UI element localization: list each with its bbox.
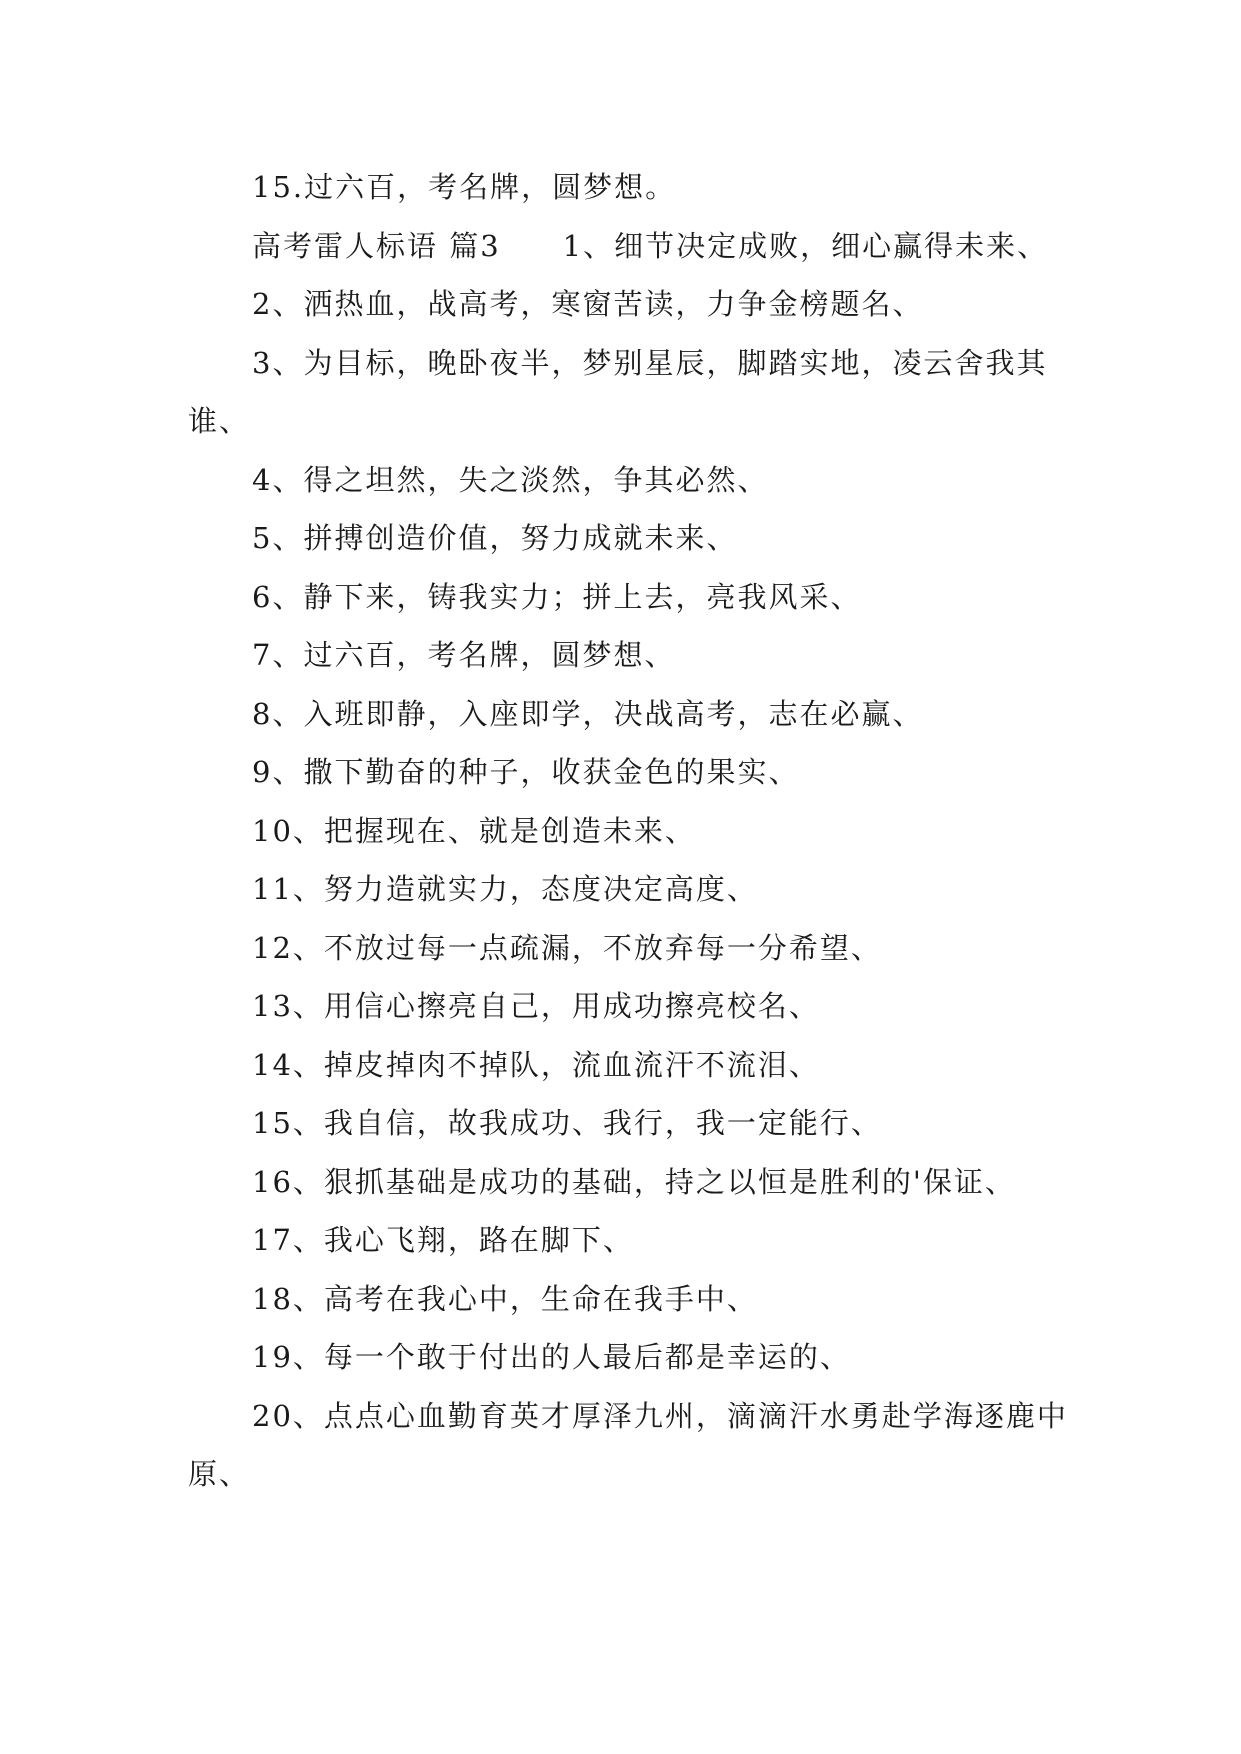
paragraph: 15、我自信，故我成功、我行，我一定能行、: [252, 1106, 882, 1140]
paragraph: 20、点点心血勤育英才厚泽九州，滴滴汗水勇赴学海逐鹿中原、: [188, 1398, 1068, 1491]
paragraph: 14、掉皮掉肉不掉队，流血流汗不流泪、: [252, 1047, 820, 1082]
document-body: [188, 158, 1068, 1504]
paragraph: 10、把握现在、就是创造未来、: [252, 813, 696, 848]
paragraph: 9、撒下勤奋的种子，收获金色的果实、: [252, 755, 800, 789]
paragraph: 11、努力造就实力，态度决定高度、: [252, 872, 758, 906]
section-heading-paragraph: 高考雷人标语 篇3 1、细节决定成败，细心赢得未来、: [252, 228, 1049, 263]
paragraph: 17、我心飞翔，路在脚下、: [252, 1223, 634, 1257]
paragraph: 4、得之坦然，失之淡然，争其必然、: [252, 462, 769, 497]
paragraph: 12、不放过每一点疏漏，不放弃每一分希望、: [252, 930, 882, 965]
paragraph: 2、洒热血，战高考，寒窗苦读，力争金榜题名、: [252, 287, 924, 321]
paragraph: 7、过六百，考名牌，圆梦想、: [252, 638, 676, 672]
paragraph: 16、狠抓基础是成功的基础，持之以恒是胜利的'保证、: [252, 1164, 1016, 1199]
paragraph: 18、高考在我心中，生命在我手中、: [252, 1281, 758, 1316]
paragraph: 3、为目标，晚卧夜半，梦别星辰，脚踏实地，凌云舍我其谁、: [188, 345, 1048, 438]
paragraph: 15.过六百，考名牌，圆梦想。: [252, 170, 677, 204]
paragraph: 8、入班即静，入座即学，决战高考，志在必赢、: [252, 696, 924, 731]
paragraph: 6、静下来，铸我实力；拼上去，亮我风采、: [252, 579, 862, 614]
paragraph: 19、每一个敢于付出的人最后都是幸运的、: [252, 1340, 851, 1374]
paragraph: 5、拼搏创造价值，努力成就未来、: [252, 521, 738, 555]
paragraph: 13、用信心擦亮自己，用成功擦亮校名、: [252, 989, 820, 1023]
